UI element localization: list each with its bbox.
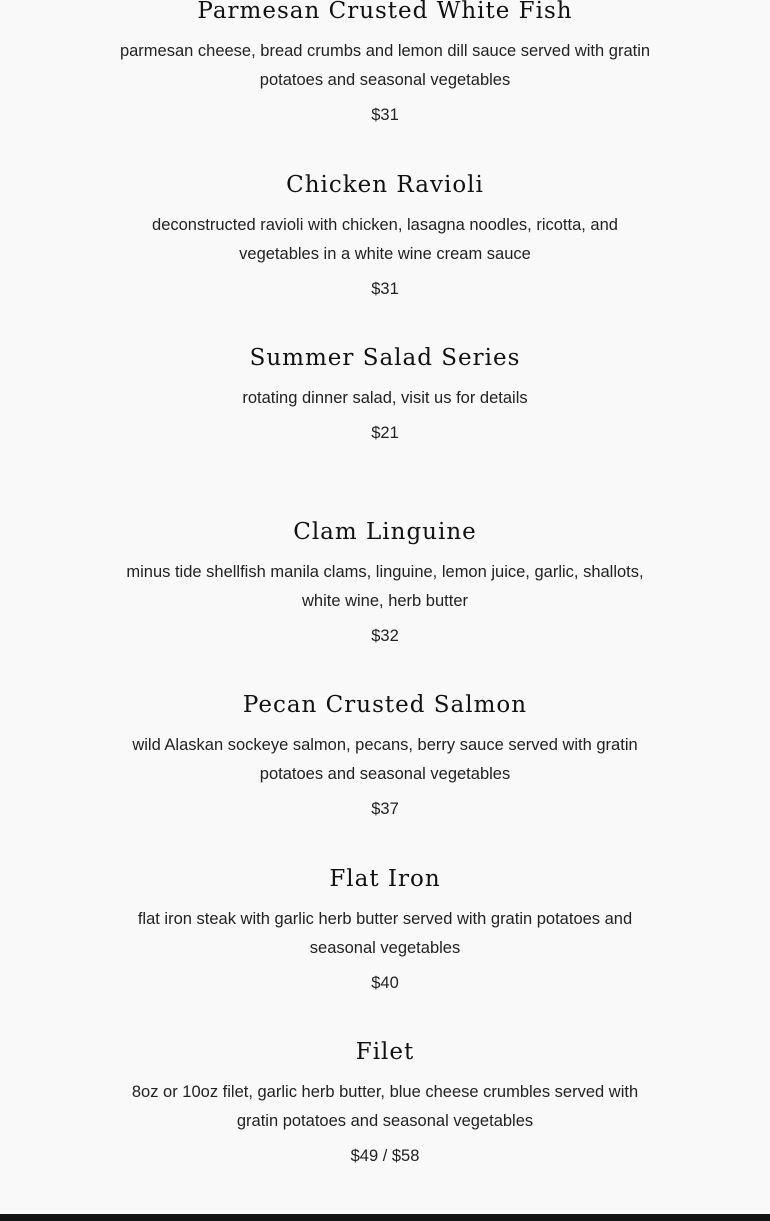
menu-item-name: Summer Salad Series [249,345,521,371]
menu-item-price: $37 [371,800,399,818]
menu-item-description: wild Alaskan sockeye salmon, pecans, berry sauce served with gratin potatoes and seasonal vegetables [132,736,638,783]
menu-item-price: $40 [371,973,399,992]
menu-item-description: deconstructed ravioli with chicken, lasagna noodles, ricotta, and vegetables in a white wine cream sauce [152,215,618,263]
menu-item-price: $31 [371,279,399,298]
menu-item-name: Clam Linguine [293,518,477,545]
menu-item-description: minus tide shellfish manila clams, linguine, lemon juice, garlic, shallots, white wine, herb butter [126,562,644,610]
menu-item-clam-linguine [0,504,770,678]
footer-bar [0,1214,770,1221]
menu-item-description: flat iron steak with garlic herb butter served with gratin potatoes and seasonal vegetables [137,909,633,957]
menu-item-description: parmesan cheese, bread crumbs and lemon dill sauce served with gratin potatoes and seasonal vegetables [119,42,651,89]
menu-item-price: $32 [371,626,399,645]
menu-item-name: Flat Iron [329,865,441,892]
menu-item-summer-salad-series [0,330,770,504]
menu-item-price: $21 [371,424,399,442]
menu-item-price: $49 / $58 [350,1147,420,1165]
menu-item-name: Pecan Crusted Salmon [242,692,528,718]
menu-item-pecan-crusted-salmon [0,677,770,851]
menu-item-description: 8oz or 10oz filet, garlic herb butter, blue cheese crumbles served with gratin potatoes and seasonal vegetables [131,1083,639,1130]
menu-item-price: $31 [371,106,399,124]
menu-item-description: rotating dinner salad, visit us for details [242,389,528,407]
menu-item-parmesan-crusted-white-fish [0,0,770,157]
menu-item-name: Chicken Ravioli [286,171,484,198]
menu-item-chicken-ravioli [0,157,770,331]
menu-item-filet [0,1024,770,1198]
menu-item-name: Parmesan Crusted White Fish [197,0,573,24]
menu-item-flat-iron [0,851,770,1025]
menu-item-name: Filet [355,1039,415,1065]
